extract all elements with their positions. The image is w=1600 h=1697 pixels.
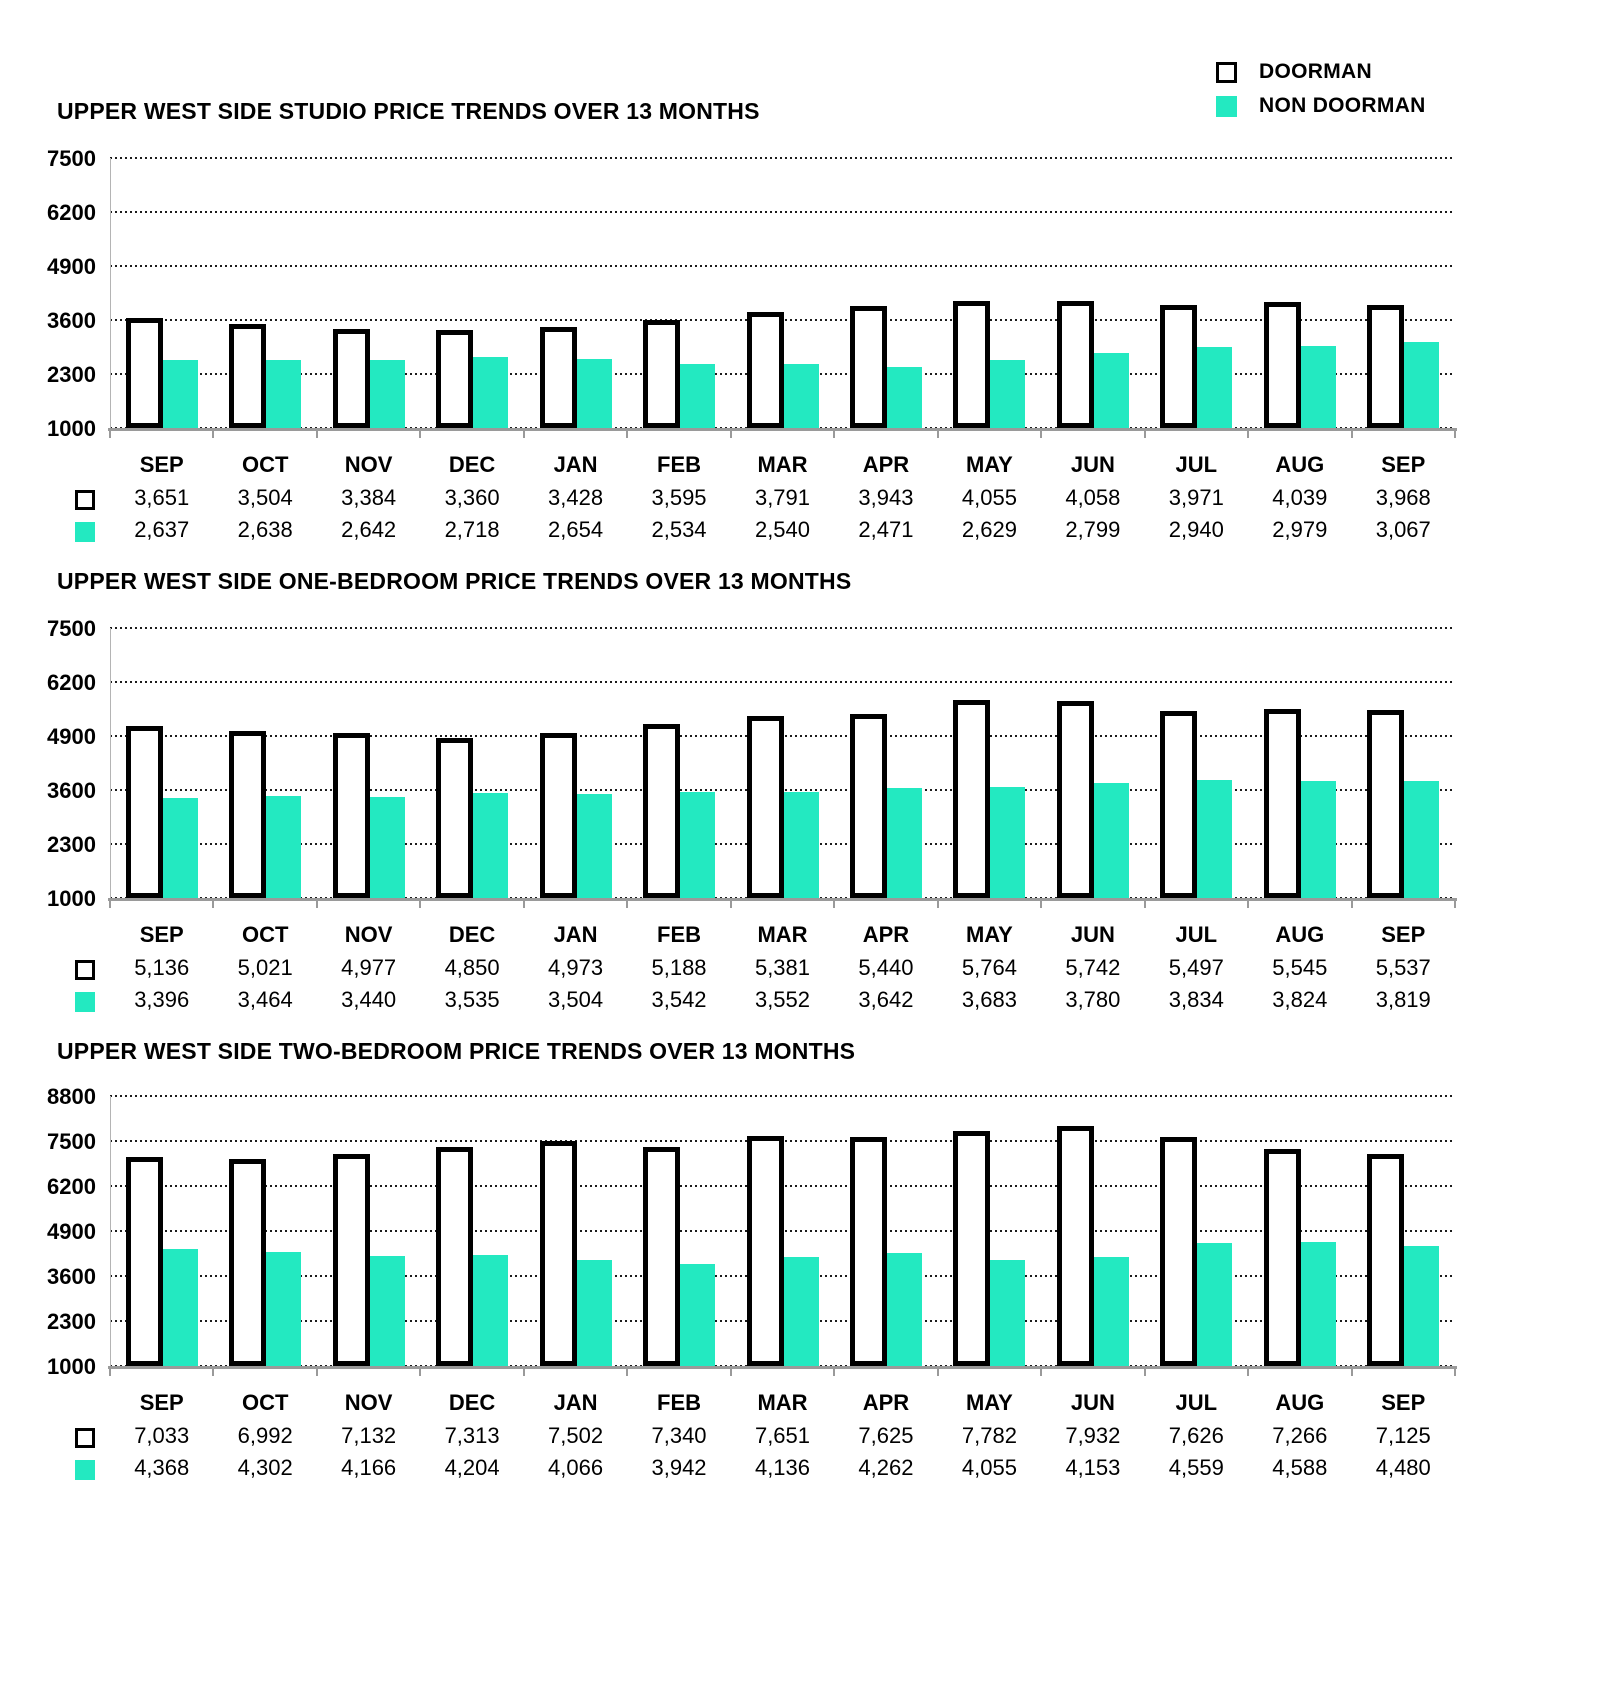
month-label: JUL bbox=[1175, 922, 1218, 947]
non-doorman-bar bbox=[990, 360, 1025, 428]
y-axis-label: 4900 bbox=[47, 254, 96, 279]
doorman-bar bbox=[126, 726, 163, 898]
y-axis-line bbox=[110, 158, 111, 428]
month-label: JAN bbox=[553, 1390, 598, 1415]
non-doorman-value: 4,166 bbox=[341, 1455, 397, 1480]
doorman-bar bbox=[436, 1147, 473, 1366]
month-label: FEB bbox=[657, 922, 702, 947]
non-doorman-value: 4,055 bbox=[961, 1455, 1017, 1480]
doorman-value: 6,992 bbox=[237, 1423, 293, 1448]
doorman-row-swatch-icon bbox=[75, 960, 95, 980]
doorman-value: 7,125 bbox=[1375, 1423, 1431, 1448]
legend-label-doorman: DOORMAN bbox=[1259, 60, 1372, 83]
doorman-value: 4,977 bbox=[341, 955, 397, 980]
month-label: MAY bbox=[965, 452, 1013, 477]
non-doorman-value: 3,535 bbox=[444, 987, 500, 1012]
gridline bbox=[110, 157, 1455, 159]
doorman-bar bbox=[229, 1159, 266, 1366]
axis-tick bbox=[109, 901, 111, 908]
doorman-value: 5,537 bbox=[1375, 955, 1431, 980]
non-doorman-bar bbox=[1404, 1246, 1439, 1366]
doorman-value: 5,742 bbox=[1065, 955, 1121, 980]
axis-tick bbox=[1454, 1369, 1456, 1376]
doorman-row-swatch-icon bbox=[75, 1428, 95, 1448]
axis-tick bbox=[523, 431, 525, 438]
axis-tick bbox=[212, 431, 214, 438]
axis-tick bbox=[1040, 431, 1042, 438]
x-axis-line bbox=[108, 1366, 1457, 1369]
axis-tick bbox=[626, 901, 628, 908]
month-label: MAR bbox=[757, 452, 808, 477]
axis-tick bbox=[109, 431, 111, 438]
month-label: JUN bbox=[1070, 452, 1115, 477]
doorman-bar bbox=[540, 733, 577, 898]
non-doorman-value: 4,480 bbox=[1375, 1455, 1431, 1480]
month-label: NOV bbox=[344, 452, 393, 477]
non-doorman-bar bbox=[1094, 353, 1129, 428]
non-doorman-bar bbox=[577, 359, 612, 428]
doorman-value: 5,136 bbox=[134, 955, 190, 980]
doorman-bar bbox=[333, 329, 370, 428]
non-doorman-bar bbox=[1094, 783, 1129, 898]
axis-tick bbox=[1351, 431, 1353, 438]
month-label: DEC bbox=[448, 922, 496, 947]
doorman-value: 7,313 bbox=[444, 1423, 500, 1448]
doorman-value: 3,651 bbox=[134, 485, 190, 510]
month-label: APR bbox=[862, 922, 910, 947]
axis-tick bbox=[212, 901, 214, 908]
legend-label-non-doorman: NON DOORMAN bbox=[1259, 94, 1426, 117]
month-label: NOV bbox=[344, 1390, 393, 1415]
doorman-bar bbox=[1057, 701, 1094, 898]
non-doorman-bar bbox=[1094, 1257, 1129, 1366]
non-doorman-bar bbox=[990, 1260, 1025, 1366]
doorman-value: 7,340 bbox=[651, 1423, 707, 1448]
doorman-bar bbox=[1264, 709, 1301, 898]
month-label: JUN bbox=[1070, 1390, 1115, 1415]
axis-tick bbox=[1351, 901, 1353, 908]
month-label: SEP bbox=[139, 922, 184, 947]
non-doorman-bar bbox=[266, 360, 301, 428]
gridline bbox=[110, 1095, 1455, 1097]
doorman-value: 7,782 bbox=[961, 1423, 1017, 1448]
gridline bbox=[110, 681, 1455, 683]
non-doorman-bar bbox=[370, 797, 405, 898]
y-axis-label: 4900 bbox=[47, 1219, 96, 1244]
month-label: MAR bbox=[757, 922, 808, 947]
doorman-bar bbox=[1367, 710, 1404, 898]
chart-title: UPPER WEST SIDE ONE-BEDROOM PRICE TRENDS OVER 13 MONTHS bbox=[57, 568, 852, 594]
month-label: JAN bbox=[553, 922, 598, 947]
non-doorman-value: 4,153 bbox=[1065, 1455, 1121, 1480]
doorman-value: 4,039 bbox=[1272, 485, 1328, 510]
doorman-value: 5,545 bbox=[1272, 955, 1328, 980]
doorman-value: 3,971 bbox=[1168, 485, 1224, 510]
x-axis-line bbox=[108, 898, 1457, 901]
non-doorman-value: 4,559 bbox=[1168, 1455, 1224, 1480]
month-label: SEP bbox=[1381, 922, 1426, 947]
doorman-value: 5,188 bbox=[651, 955, 707, 980]
month-label: DEC bbox=[448, 1390, 496, 1415]
month-label: FEB bbox=[657, 452, 702, 477]
non-doorman-value: 3,396 bbox=[134, 987, 190, 1012]
axis-tick bbox=[523, 901, 525, 908]
chart-studio bbox=[0, 98, 1600, 568]
axis-tick bbox=[730, 431, 732, 438]
non-doorman-value: 2,638 bbox=[237, 517, 293, 542]
month-label: SEP bbox=[139, 452, 184, 477]
non-doorman-bar bbox=[1197, 347, 1232, 428]
month-label: MAY bbox=[965, 922, 1013, 947]
non-doorman-value: 4,302 bbox=[237, 1455, 293, 1480]
doorman-bar bbox=[747, 1136, 784, 1366]
doorman-value: 3,428 bbox=[548, 485, 604, 510]
doorman-value: 3,943 bbox=[858, 485, 914, 510]
gridline bbox=[110, 211, 1455, 213]
month-label: JAN bbox=[553, 452, 598, 477]
non-doorman-bar bbox=[784, 792, 819, 898]
non-doorman-bar bbox=[1404, 781, 1439, 898]
non-doorman-value: 3,464 bbox=[237, 987, 293, 1012]
doorman-value: 5,497 bbox=[1168, 955, 1224, 980]
y-axis-label: 3600 bbox=[47, 778, 96, 803]
non-doorman-row-swatch-icon bbox=[75, 522, 95, 542]
doorman-value: 7,932 bbox=[1065, 1423, 1121, 1448]
non-doorman-value: 3,942 bbox=[651, 1455, 707, 1480]
non-doorman-bar bbox=[680, 792, 715, 898]
non-doorman-bar bbox=[1301, 781, 1336, 898]
non-doorman-value: 2,540 bbox=[754, 517, 811, 542]
non-doorman-value: 2,534 bbox=[651, 517, 707, 542]
axis-tick bbox=[833, 1369, 835, 1376]
non-doorman-bar bbox=[370, 1256, 405, 1366]
doorman-value: 5,021 bbox=[237, 955, 293, 980]
doorman-value: 3,595 bbox=[651, 485, 707, 510]
doorman-bar bbox=[229, 324, 266, 428]
doorman-value: 3,384 bbox=[341, 485, 397, 510]
y-axis-label: 7500 bbox=[47, 616, 96, 641]
non-doorman-bar bbox=[1301, 346, 1336, 428]
axis-tick bbox=[419, 901, 421, 908]
non-doorman-value: 2,642 bbox=[341, 517, 397, 542]
non-doorman-value: 3,542 bbox=[651, 987, 707, 1012]
x-axis-line bbox=[108, 428, 1457, 431]
non-doorman-value: 2,799 bbox=[1065, 517, 1121, 542]
axis-tick bbox=[937, 1369, 939, 1376]
doorman-value: 4,055 bbox=[961, 485, 1017, 510]
doorman-bar bbox=[953, 1131, 990, 1366]
doorman-bar bbox=[1367, 1154, 1404, 1366]
axis-tick bbox=[1454, 431, 1456, 438]
non-doorman-value: 4,588 bbox=[1272, 1455, 1328, 1480]
non-doorman-bar bbox=[784, 364, 819, 428]
y-axis-line bbox=[110, 1096, 111, 1366]
non-doorman-value: 2,471 bbox=[858, 517, 914, 542]
axis-tick bbox=[1247, 431, 1249, 438]
month-label: APR bbox=[862, 452, 910, 477]
non-doorman-value: 3,504 bbox=[548, 987, 604, 1012]
chart-title: UPPER WEST SIDE STUDIO PRICE TRENDS OVER 13 MONTHS bbox=[57, 98, 760, 124]
non-doorman-bar bbox=[887, 1253, 922, 1366]
non-doorman-bar bbox=[163, 1249, 198, 1366]
y-axis-label: 2300 bbox=[47, 1309, 96, 1334]
non-doorman-bar bbox=[473, 793, 508, 898]
axis-tick bbox=[1247, 901, 1249, 908]
axis-tick bbox=[523, 1369, 525, 1376]
month-label: SEP bbox=[1381, 1390, 1426, 1415]
month-label: AUG bbox=[1275, 452, 1325, 477]
axis-tick bbox=[730, 1369, 732, 1376]
non-doorman-value: 3,819 bbox=[1375, 987, 1431, 1012]
doorman-bar bbox=[747, 312, 784, 428]
non-doorman-bar bbox=[266, 1252, 301, 1366]
axis-tick bbox=[1351, 1369, 1353, 1376]
axis-tick bbox=[937, 431, 939, 438]
doorman-bar bbox=[953, 301, 990, 428]
doorman-value: 7,625 bbox=[858, 1423, 914, 1448]
month-label: AUG bbox=[1275, 922, 1325, 947]
y-axis-label: 1000 bbox=[47, 886, 96, 911]
non-doorman-value: 3,780 bbox=[1065, 987, 1121, 1012]
doorman-bar bbox=[1057, 1126, 1094, 1366]
doorman-bar bbox=[540, 1141, 577, 1366]
month-label: AUG bbox=[1275, 1390, 1325, 1415]
y-axis-label: 3600 bbox=[47, 308, 96, 333]
non-doorman-bar bbox=[887, 367, 922, 428]
chart-title: UPPER WEST SIDE TWO-BEDROOM PRICE TRENDS OVER 13 MONTHS bbox=[57, 1038, 856, 1064]
month-label: OCT bbox=[241, 452, 289, 477]
gridline bbox=[110, 265, 1455, 267]
doorman-bar bbox=[643, 724, 680, 898]
non-doorman-bar bbox=[1197, 1243, 1232, 1366]
doorman-bar bbox=[643, 320, 680, 428]
axis-tick bbox=[833, 431, 835, 438]
y-axis-label: 3600 bbox=[47, 1264, 96, 1289]
doorman-value: 3,504 bbox=[237, 485, 293, 510]
non-doorman-value: 2,637 bbox=[134, 517, 190, 542]
non-doorman-value: 3,642 bbox=[858, 987, 914, 1012]
doorman-bar bbox=[850, 1137, 887, 1366]
month-label: SEP bbox=[139, 1390, 184, 1415]
month-label: FEB bbox=[657, 1390, 702, 1415]
axis-tick bbox=[937, 901, 939, 908]
doorman-bar bbox=[1057, 301, 1094, 428]
doorman-bar bbox=[540, 327, 577, 428]
doorman-value: 3,791 bbox=[754, 485, 811, 510]
month-label: NOV bbox=[344, 922, 393, 947]
non-doorman-value: 3,683 bbox=[961, 987, 1017, 1012]
axis-tick bbox=[316, 901, 318, 908]
doorman-bar bbox=[436, 738, 473, 898]
doorman-value: 7,266 bbox=[1272, 1423, 1328, 1448]
non-doorman-row-swatch-icon bbox=[75, 992, 95, 1012]
y-axis-label: 8800 bbox=[47, 1084, 96, 1109]
non-doorman-value: 4,136 bbox=[754, 1455, 811, 1480]
y-axis-label: 1000 bbox=[47, 416, 96, 441]
month-label: JUN bbox=[1070, 922, 1115, 947]
axis-tick bbox=[419, 431, 421, 438]
chart-two-bedroom bbox=[0, 1038, 1600, 1508]
non-doorman-bar bbox=[1301, 1242, 1336, 1366]
axis-tick bbox=[626, 1369, 628, 1376]
non-doorman-value: 3,552 bbox=[754, 987, 811, 1012]
month-label: OCT bbox=[241, 1390, 289, 1415]
axis-tick bbox=[1144, 1369, 1146, 1376]
gridline bbox=[110, 627, 1455, 629]
axis-tick bbox=[730, 901, 732, 908]
non-doorman-bar bbox=[577, 794, 612, 898]
doorman-bar bbox=[643, 1147, 680, 1366]
non-doorman-value: 2,940 bbox=[1168, 517, 1224, 542]
doorman-value: 7,626 bbox=[1168, 1423, 1224, 1448]
non-doorman-value: 3,067 bbox=[1375, 517, 1431, 542]
non-doorman-bar bbox=[370, 360, 405, 428]
non-doorman-bar bbox=[990, 787, 1025, 898]
non-doorman-value: 4,368 bbox=[134, 1455, 190, 1480]
y-axis-label: 2300 bbox=[47, 362, 96, 387]
non-doorman-bar bbox=[1404, 342, 1439, 428]
month-label: APR bbox=[862, 1390, 910, 1415]
y-axis-label: 6200 bbox=[47, 200, 96, 225]
non-doorman-value: 4,204 bbox=[444, 1455, 500, 1480]
doorman-bar bbox=[126, 1157, 163, 1366]
axis-tick bbox=[1144, 431, 1146, 438]
axis-tick bbox=[626, 431, 628, 438]
non-doorman-bar bbox=[163, 798, 198, 898]
month-label: MAR bbox=[757, 1390, 808, 1415]
doorman-value: 7,651 bbox=[754, 1423, 811, 1448]
month-label: OCT bbox=[241, 922, 289, 947]
non-doorman-value: 3,440 bbox=[341, 987, 397, 1012]
axis-tick bbox=[1040, 1369, 1042, 1376]
month-label: JUL bbox=[1175, 1390, 1218, 1415]
doorman-bar bbox=[747, 716, 784, 898]
y-axis-label: 2300 bbox=[47, 832, 96, 857]
non-doorman-bar bbox=[680, 364, 715, 428]
non-doorman-bar bbox=[577, 1260, 612, 1366]
doorman-value: 5,381 bbox=[754, 955, 811, 980]
non-doorman-bar bbox=[473, 1255, 508, 1366]
doorman-bar bbox=[333, 733, 370, 898]
doorman-bar bbox=[1264, 1149, 1301, 1366]
axis-tick bbox=[419, 1369, 421, 1376]
month-label: SEP bbox=[1381, 452, 1426, 477]
doorman-value: 5,764 bbox=[961, 955, 1017, 980]
axis-tick bbox=[1247, 1369, 1249, 1376]
doorman-bar bbox=[850, 306, 887, 428]
y-axis-label: 6200 bbox=[47, 1174, 96, 1199]
axis-tick bbox=[109, 1369, 111, 1376]
doorman-bar bbox=[1160, 711, 1197, 898]
y-axis-label: 6200 bbox=[47, 670, 96, 695]
doorman-bar bbox=[1160, 1137, 1197, 1366]
doorman-bar bbox=[1160, 305, 1197, 428]
doorman-bar bbox=[333, 1154, 370, 1366]
non-doorman-value: 2,979 bbox=[1272, 517, 1328, 542]
doorman-bar bbox=[126, 318, 163, 428]
non-doorman-bar bbox=[680, 1264, 715, 1366]
doorman-value: 7,502 bbox=[548, 1423, 604, 1448]
y-axis-label: 7500 bbox=[47, 1129, 96, 1154]
axis-tick bbox=[1144, 901, 1146, 908]
doorman-bar bbox=[850, 714, 887, 898]
doorman-value: 4,058 bbox=[1065, 485, 1121, 510]
y-axis-label: 7500 bbox=[47, 146, 96, 171]
non-doorman-bar bbox=[784, 1257, 819, 1366]
month-label: DEC bbox=[448, 452, 496, 477]
axis-tick bbox=[833, 901, 835, 908]
doorman-value: 3,968 bbox=[1375, 485, 1431, 510]
doorman-bar bbox=[953, 700, 990, 898]
axis-tick bbox=[1454, 901, 1456, 908]
legend-row-doorman bbox=[1216, 60, 1426, 84]
doorman-bar bbox=[1264, 302, 1301, 428]
y-axis-line bbox=[110, 628, 111, 898]
doorman-value: 5,440 bbox=[858, 955, 914, 980]
axis-tick bbox=[1040, 901, 1042, 908]
doorman-value: 3,360 bbox=[444, 485, 500, 510]
axis-tick bbox=[316, 431, 318, 438]
non-doorman-value: 4,262 bbox=[858, 1455, 914, 1480]
doorman-value: 4,973 bbox=[548, 955, 604, 980]
doorman-swatch-icon bbox=[1216, 62, 1237, 83]
doorman-bar bbox=[436, 330, 473, 428]
doorman-row-swatch-icon bbox=[75, 490, 95, 510]
doorman-bar bbox=[229, 731, 266, 898]
axis-tick bbox=[212, 1369, 214, 1376]
axis-tick bbox=[316, 1369, 318, 1376]
chart-one-bedroom bbox=[0, 568, 1600, 1038]
non-doorman-value: 3,834 bbox=[1168, 987, 1224, 1012]
non-doorman-bar bbox=[266, 796, 301, 898]
doorman-bar bbox=[1367, 305, 1404, 428]
non-doorman-bar bbox=[163, 360, 198, 428]
doorman-value: 7,033 bbox=[134, 1423, 190, 1448]
month-label: MAY bbox=[965, 1390, 1013, 1415]
non-doorman-bar bbox=[1197, 780, 1232, 898]
non-doorman-value: 3,824 bbox=[1272, 987, 1328, 1012]
non-doorman-value: 2,654 bbox=[548, 517, 604, 542]
month-label: JUL bbox=[1175, 452, 1218, 477]
non-doorman-bar bbox=[473, 357, 508, 428]
y-axis-label: 4900 bbox=[47, 724, 96, 749]
doorman-value: 7,132 bbox=[341, 1423, 397, 1448]
doorman-value: 4,850 bbox=[444, 955, 500, 980]
non-doorman-value: 4,066 bbox=[548, 1455, 604, 1480]
non-doorman-value: 2,718 bbox=[444, 517, 500, 542]
non-doorman-row-swatch-icon bbox=[75, 1460, 95, 1480]
non-doorman-bar bbox=[887, 788, 922, 898]
non-doorman-value: 2,629 bbox=[961, 517, 1017, 542]
y-axis-label: 1000 bbox=[47, 1354, 96, 1379]
